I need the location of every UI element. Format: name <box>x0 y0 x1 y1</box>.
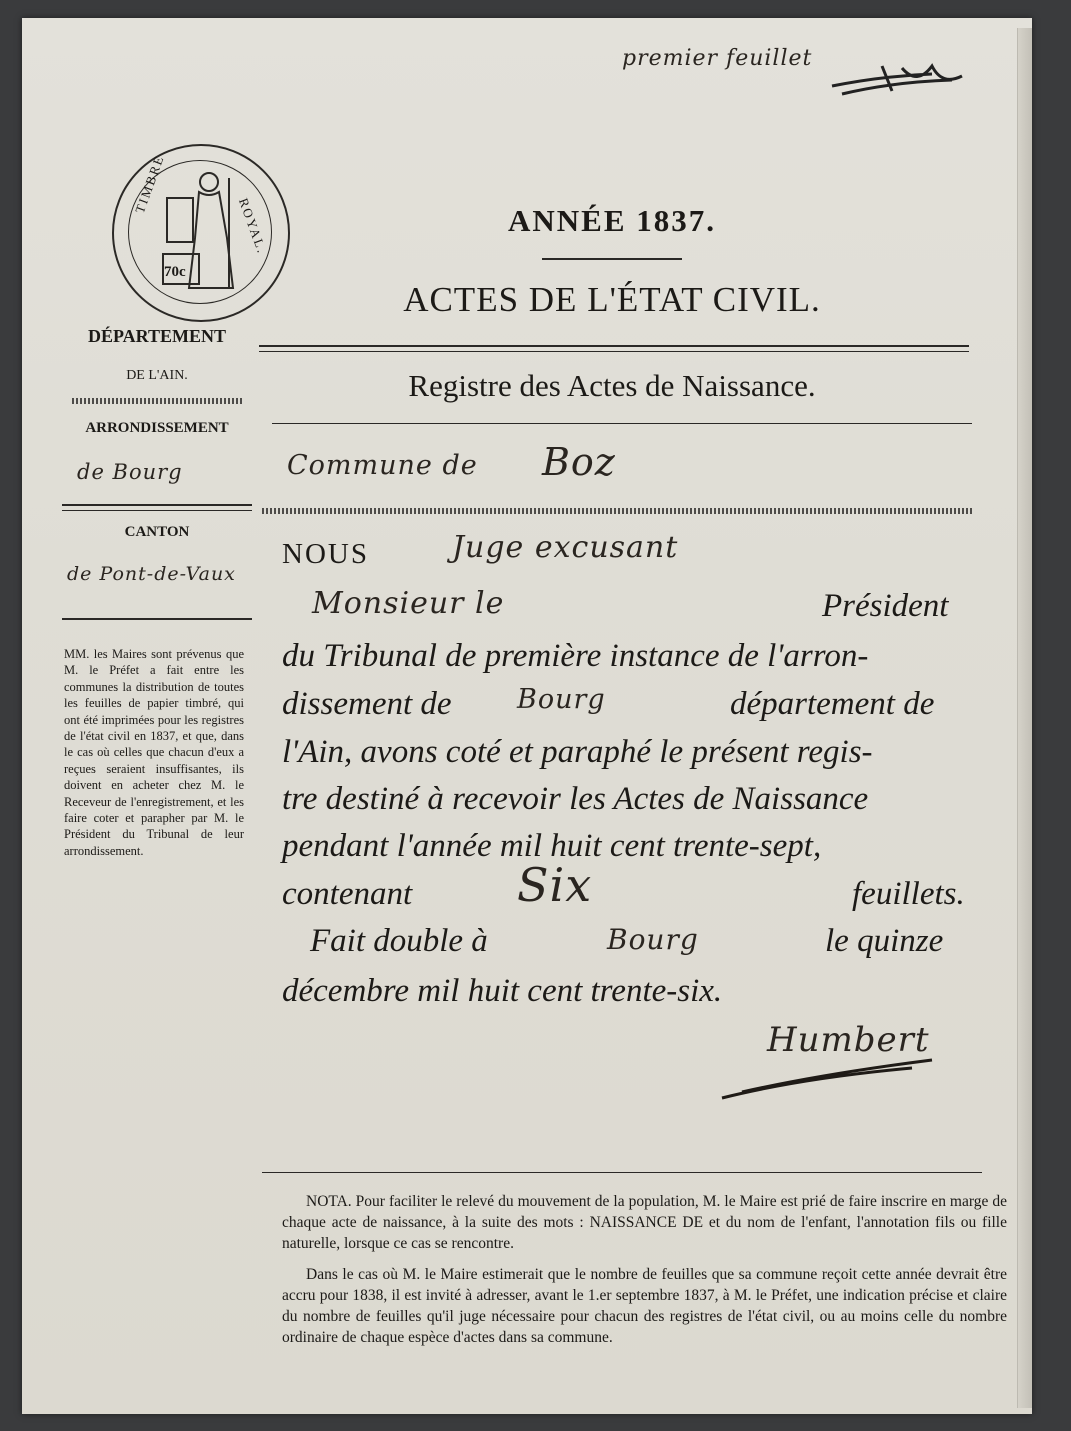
canton-value: de Pont-de-Vaux <box>67 563 236 585</box>
nota-rule <box>262 1172 982 1173</box>
president-word: Président <box>822 588 949 624</box>
hand-juge-excusant: Juge excusant <box>452 530 679 565</box>
title-rule-bottom <box>259 351 969 352</box>
body-line-7b: feuillets. <box>852 876 965 912</box>
maires-notice: MM. les Maires sont prévenus que M. le Préfet a fait entre les communes la distribution de toutes les feuilles de papier timbré, qui ont été imprimées pour les registres de l'état civil en 1837, et que, dans le cas où celles que chacun d'eux a reçues seraient insuffisantes, ils doivent en acheter chez M. le Receveur de l'enregistrement, et les faire coter et parapher par M. le Président du Tribunal de leur arrondissement. <box>64 647 244 858</box>
canton-label: CANTON <box>124 524 190 540</box>
commune-label: Commune de <box>287 450 478 481</box>
departement-value: DE L'AIN. <box>126 368 188 383</box>
handwritten-note: premier feuillet <box>622 46 813 71</box>
arrondissement-label: ARRONDISSEMENT <box>85 420 229 436</box>
nous-word: NOUS <box>282 538 369 570</box>
body-line-5: tre destiné à recevoir les Actes de Naissance <box>282 781 869 817</box>
stamp-left-text: TIMBRE <box>132 152 168 216</box>
hand-bourg-2: Bourg <box>607 923 699 956</box>
body-line-7a: contenant <box>282 876 413 912</box>
stamp-value: 70c <box>164 264 186 280</box>
nota-paragraph-1: NOTA. Pour faciliter le relevé du mouvement de la population, M. le Maire est prié de faire inscrire en marge de chaque acte de naissance, à la suite des mots : NAISSANCE DE et du nom de l'enfant, l'annotation fils ou fille naturelle, lorsque ce cas se rencontre. <box>282 1193 1007 1252</box>
body-line-4: l'Ain, avons coté et paraphé le présent regis- <box>282 734 873 770</box>
canton-rule <box>62 618 252 620</box>
arrondissement-rule-2 <box>62 510 252 511</box>
paraphe-mark <box>822 46 1002 106</box>
body-line-3b: département de <box>730 686 935 722</box>
body-line-9: décembre mil huit cent trente-six. <box>282 973 723 1009</box>
arrondissement-value: de Bourg <box>77 460 183 484</box>
departement-label: DÉPARTEMENT <box>87 326 227 346</box>
body-line-8a: Fait double à <box>310 923 488 959</box>
stamp-right-text: ROYAL. <box>235 196 271 257</box>
body-line-6: pendant l'année mil huit cent trente-sept, <box>282 828 822 864</box>
commune-wavy-rule <box>262 508 972 514</box>
arrondissement-rule <box>62 504 252 506</box>
body-line-2: du Tribunal de première instance de l'arron- <box>282 638 869 674</box>
royal-stamp <box>112 144 290 322</box>
commune-value: Boz <box>542 440 616 484</box>
nota-paragraph-2: Dans le cas où M. le Maire estimerait que le nombre de feuilles que sa commune reçoit cette année devrait être accru pour 1838, il est invité à adresser, avant le 1.er septembre 1837, à M. le Préfet, une indication précise et claire du nombre de feuilles qu'il juge nécessaire pour chacun des registres de l'état civil, ou au moins celle du nombre ordinaire de chaque espèce d'actes dans sa commune. <box>282 1266 1007 1346</box>
title-rule-top <box>259 345 969 347</box>
signature-flourish <box>712 1048 952 1108</box>
year-title: ANNÉE 1837. <box>507 203 716 238</box>
hand-bourg: Bourg <box>517 684 606 715</box>
main-title: ACTES DE L'ÉTAT CIVIL. <box>403 280 821 319</box>
page-edge <box>1017 28 1032 1408</box>
register-title: Registre des Actes de Naissance. <box>408 368 816 403</box>
hand-six: Six <box>517 858 593 912</box>
wavy-divider <box>72 398 242 404</box>
body-line-3a: dissement de <box>282 686 452 722</box>
title-ornament <box>542 258 682 260</box>
body-line-8b: le quinze <box>825 923 944 959</box>
signature: Humbert <box>767 1020 930 1060</box>
register-rule <box>272 423 972 424</box>
hand-monsieur-le: Monsieur le <box>312 586 505 621</box>
document-page <box>22 18 1032 1414</box>
